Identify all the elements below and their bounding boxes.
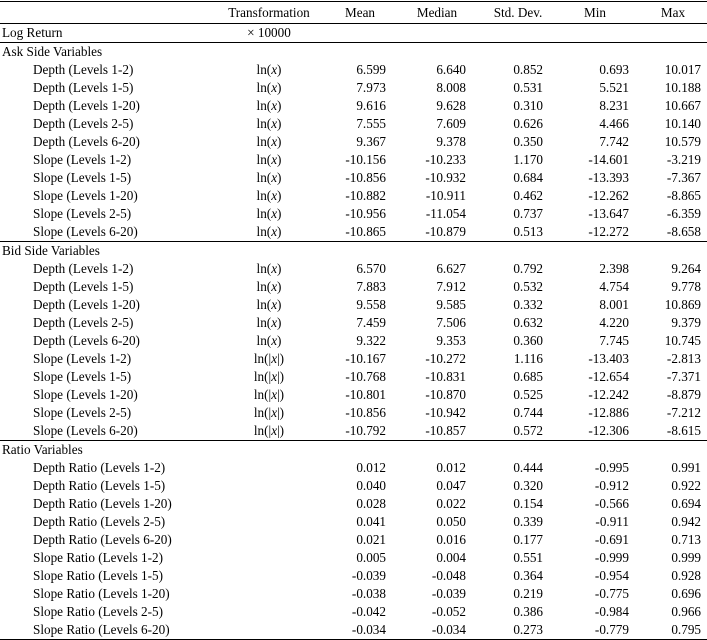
table-row <box>0 404 707 422</box>
mean-cell: -10.768 <box>345 369 386 384</box>
table-body <box>0 42 707 640</box>
median-cell: 6.640 <box>436 62 466 77</box>
std-dev-cell: 0.684 <box>513 170 543 185</box>
table-row <box>0 332 707 350</box>
median-cell: 9.585 <box>436 297 466 312</box>
median-cell: 8.008 <box>436 80 466 95</box>
median-cell: -0.052 <box>431 604 466 619</box>
median-cell: 9.628 <box>436 98 466 113</box>
min-cell: 4.754 <box>599 279 629 294</box>
table-row <box>0 151 707 169</box>
variable-label: Slope Ratio (Levels 1-2) <box>33 550 164 565</box>
min-cell: -0.691 <box>594 532 629 547</box>
mean-cell: -0.039 <box>351 568 386 583</box>
variable-label: Slope (Levels 6-20) <box>33 423 138 438</box>
min-cell: -0.995 <box>594 460 629 475</box>
variable-label: Depth Ratio (Levels 2-5) <box>33 514 166 529</box>
std-dev-cell: 0.219 <box>513 586 543 601</box>
max-cell: -7.371 <box>666 369 701 384</box>
transformation-cell: ln(x) <box>256 188 282 203</box>
mean-cell: 0.012 <box>356 460 386 475</box>
median-cell: 7.609 <box>436 116 466 131</box>
max-cell: 0.999 <box>671 550 701 565</box>
min-cell: -12.242 <box>588 387 629 402</box>
transformation-cell: ln(x) <box>256 315 282 330</box>
transformation-cell: ln(x) <box>256 152 282 167</box>
transformation-cell: ln(x) <box>256 98 282 113</box>
median-cell: 6.627 <box>436 261 466 276</box>
mean-cell: 7.973 <box>356 80 386 95</box>
section-title: Bid Side Variables <box>2 243 100 258</box>
std-dev-cell: 0.744 <box>513 405 543 420</box>
median-cell: -10.233 <box>425 152 466 167</box>
median-cell: 9.353 <box>436 333 466 348</box>
min-cell: -0.984 <box>594 604 629 619</box>
header-median: Median <box>416 5 458 20</box>
mean-cell: 6.599 <box>356 62 386 77</box>
mean-cell: 7.555 <box>356 116 386 131</box>
header-row <box>0 4 707 22</box>
transformation-cell: ln(x) <box>256 224 282 239</box>
std-dev-cell: 0.572 <box>513 423 543 438</box>
max-cell: 0.696 <box>671 586 701 601</box>
max-cell: 0.694 <box>671 496 701 511</box>
std-dev-cell: 0.737 <box>513 206 543 221</box>
median-cell: -0.048 <box>431 568 466 583</box>
max-cell: 10.140 <box>664 116 701 131</box>
max-cell: 10.667 <box>664 98 701 113</box>
std-dev-cell: 0.364 <box>513 568 543 583</box>
table-row <box>0 169 707 187</box>
max-cell: 9.379 <box>671 315 701 330</box>
std-dev-cell: 0.551 <box>513 550 543 565</box>
max-cell: 0.795 <box>671 622 701 637</box>
mean-cell: -10.156 <box>345 152 386 167</box>
log-return-label: Log Return <box>2 25 63 40</box>
table-row <box>0 205 707 223</box>
max-cell: 0.966 <box>671 604 701 619</box>
log-return-row <box>0 24 707 42</box>
table-row <box>0 79 707 97</box>
transformation-cell: ln(|x|) <box>253 351 285 366</box>
variable-label: Slope Ratio (Levels 1-5) <box>33 568 164 583</box>
header-max: Max <box>660 5 686 20</box>
mean-cell: -10.856 <box>345 405 386 420</box>
mean-cell: -10.801 <box>345 387 386 402</box>
variable-label: Slope (Levels 2-5) <box>33 405 132 420</box>
variable-label: Slope Ratio (Levels 6-20) <box>33 622 170 637</box>
min-cell: -12.272 <box>588 224 629 239</box>
min-cell: -12.886 <box>588 405 629 420</box>
std-dev-cell: 0.273 <box>513 622 543 637</box>
table-row <box>0 296 707 314</box>
std-dev-cell: 0.525 <box>513 387 543 402</box>
table-row <box>0 422 707 440</box>
max-cell: 0.922 <box>671 478 701 493</box>
min-cell: -0.779 <box>594 622 629 637</box>
min-cell: -0.775 <box>594 586 629 601</box>
median-cell: 0.012 <box>436 460 466 475</box>
min-cell: -0.999 <box>594 550 629 565</box>
header-min: Min <box>584 5 606 20</box>
min-cell: -14.601 <box>588 152 629 167</box>
transformation-cell: ln(x) <box>256 206 282 221</box>
min-cell: -0.912 <box>594 478 629 493</box>
variable-label: Depth Ratio (Levels 1-20) <box>33 496 172 511</box>
table-row <box>0 223 707 241</box>
median-cell: -10.932 <box>425 170 466 185</box>
variable-label: Slope (Levels 1-2) <box>33 351 132 366</box>
header-transformation: Transformation <box>228 5 310 20</box>
variable-label: Slope (Levels 6-20) <box>33 224 138 239</box>
min-cell: 4.220 <box>599 315 629 330</box>
mean-cell: -0.034 <box>351 622 386 637</box>
transformation-cell: ln(x) <box>256 170 282 185</box>
median-cell: 0.004 <box>436 550 466 565</box>
median-cell: 0.050 <box>436 514 466 529</box>
std-dev-cell: 0.332 <box>513 297 543 312</box>
median-cell: -10.942 <box>425 405 466 420</box>
min-cell: -0.566 <box>594 496 629 511</box>
variable-label: Depth (Levels 6-20) <box>33 134 140 149</box>
min-cell: -12.306 <box>588 423 629 438</box>
min-cell: -13.647 <box>588 206 629 221</box>
mean-cell: -10.167 <box>345 351 386 366</box>
variable-label: Slope (Levels 1-20) <box>33 188 138 203</box>
std-dev-cell: 0.852 <box>513 62 543 77</box>
std-dev-cell: 0.350 <box>513 134 543 149</box>
std-dev-cell: 0.386 <box>513 604 543 619</box>
std-dev-cell: 0.310 <box>513 98 543 113</box>
max-cell: -6.359 <box>666 206 701 221</box>
section-title: Ask Side Variables <box>2 44 103 59</box>
mean-cell: 0.028 <box>356 496 386 511</box>
mean-cell: 7.459 <box>356 315 386 330</box>
min-cell: 0.693 <box>599 62 629 77</box>
max-cell: -8.879 <box>666 387 701 402</box>
table-row <box>0 549 707 567</box>
median-cell: -10.870 <box>425 387 466 402</box>
table-row <box>0 567 707 585</box>
section-heading-row <box>0 43 707 61</box>
table-row <box>0 260 707 278</box>
mean-cell: 9.616 <box>356 98 386 113</box>
std-dev-cell: 0.532 <box>513 279 543 294</box>
variable-label: Depth Ratio (Levels 1-2) <box>33 460 166 475</box>
header-mean: Mean <box>344 5 376 20</box>
table-row <box>0 314 707 332</box>
max-cell: 0.942 <box>671 514 701 529</box>
min-cell: 8.001 <box>599 297 629 312</box>
median-cell: -0.039 <box>431 586 466 601</box>
max-cell: -7.367 <box>666 170 701 185</box>
mean-cell: -10.792 <box>345 423 386 438</box>
max-cell: 10.745 <box>664 333 701 348</box>
max-cell: 10.017 <box>664 62 701 77</box>
variable-label: Depth (Levels 1-20) <box>33 98 140 113</box>
variable-label: Depth (Levels 1-2) <box>33 62 134 77</box>
variable-label: Slope (Levels 1-5) <box>33 369 132 384</box>
std-dev-cell: 0.360 <box>513 333 543 348</box>
max-cell: -8.865 <box>666 188 701 203</box>
mean-cell: -10.865 <box>345 224 386 239</box>
max-cell: -2.813 <box>666 351 701 366</box>
table-row <box>0 97 707 115</box>
min-cell: 7.742 <box>599 134 629 149</box>
std-dev-cell: 0.320 <box>513 478 543 493</box>
mean-cell: -0.042 <box>351 604 386 619</box>
transformation-cell: ln(|x|) <box>253 387 285 402</box>
max-cell: 0.713 <box>671 532 701 547</box>
variable-label: Depth Ratio (Levels 6-20) <box>33 532 172 547</box>
table-row <box>0 603 707 621</box>
variable-label: Depth (Levels 2-5) <box>33 315 134 330</box>
mean-cell: -10.856 <box>345 170 386 185</box>
transformation-cell: ln(x) <box>256 116 282 131</box>
table-row <box>0 350 707 368</box>
top-rule <box>0 1 707 2</box>
median-cell: -0.034 <box>431 622 466 637</box>
max-cell: -3.219 <box>666 152 701 167</box>
variable-label: Depth (Levels 1-5) <box>33 279 134 294</box>
std-dev-cell: 0.177 <box>513 532 543 547</box>
max-cell: 9.264 <box>671 261 701 276</box>
table-row <box>0 513 707 531</box>
std-dev-cell: 0.626 <box>513 116 543 131</box>
median-cell: -10.857 <box>425 423 466 438</box>
std-dev-cell: 1.116 <box>513 351 543 366</box>
transformation-cell: ln(x) <box>256 62 282 77</box>
max-cell: -8.658 <box>666 224 701 239</box>
median-cell: 9.378 <box>436 134 466 149</box>
median-cell: 0.016 <box>436 532 466 547</box>
std-dev-cell: 0.632 <box>513 315 543 330</box>
min-cell: 7.745 <box>599 333 629 348</box>
std-dev-cell: 0.531 <box>513 80 543 95</box>
max-cell: 10.579 <box>664 134 701 149</box>
min-cell: -13.393 <box>588 170 629 185</box>
section-title: Ratio Variables <box>2 442 83 457</box>
table-row <box>0 386 707 404</box>
mean-cell: 0.040 <box>356 478 386 493</box>
std-dev-cell: 1.170 <box>513 152 543 167</box>
median-cell: -10.879 <box>425 224 466 239</box>
variable-label: Slope Ratio (Levels 1-20) <box>33 586 170 601</box>
table-row <box>0 621 707 639</box>
max-cell: 10.188 <box>664 80 701 95</box>
std-dev-cell: 0.685 <box>513 369 543 384</box>
mean-cell: 0.021 <box>356 532 386 547</box>
transformation-cell: ln(x) <box>256 297 282 312</box>
section-heading-row <box>0 441 707 459</box>
min-cell: -0.954 <box>594 568 629 583</box>
variable-label: Slope (Levels 1-5) <box>33 170 132 185</box>
mean-cell: -0.038 <box>351 586 386 601</box>
min-cell: 2.398 <box>599 261 629 276</box>
log-return-transformation: × 10000 <box>247 25 291 40</box>
mean-cell: 9.367 <box>356 134 386 149</box>
transformation-cell: ln(x) <box>256 279 282 294</box>
mean-cell: 9.558 <box>356 297 386 312</box>
transformation-cell: ln(x) <box>256 80 282 95</box>
transformation-cell: ln(|x|) <box>253 369 285 384</box>
mean-cell: 6.570 <box>356 261 386 276</box>
min-cell: 8.231 <box>599 98 629 113</box>
median-cell: 7.912 <box>436 279 466 294</box>
variable-label: Depth Ratio (Levels 1-5) <box>33 478 166 493</box>
mean-cell: -10.882 <box>345 188 386 203</box>
max-cell: 0.928 <box>671 568 701 583</box>
variable-label: Slope Ratio (Levels 2-5) <box>33 604 164 619</box>
header-std-dev: Std. Dev. <box>493 5 543 20</box>
std-dev-cell: 0.513 <box>513 224 543 239</box>
variable-label: Depth (Levels 1-5) <box>33 80 134 95</box>
table-row <box>0 495 707 513</box>
max-cell: 10.869 <box>664 297 701 312</box>
max-cell: 9.778 <box>671 279 701 294</box>
table-row <box>0 531 707 549</box>
transformation-cell: ln(x) <box>256 134 282 149</box>
median-cell: -11.054 <box>425 206 466 221</box>
median-cell: -10.831 <box>425 369 466 384</box>
section-heading-row <box>0 242 707 260</box>
variable-label: Depth (Levels 1-2) <box>33 261 134 276</box>
table-row <box>0 187 707 205</box>
transformation-cell: ln(|x|) <box>253 423 285 438</box>
std-dev-cell: 0.444 <box>513 460 543 475</box>
variable-label: Slope (Levels 2-5) <box>33 206 132 221</box>
mean-cell: 7.883 <box>356 279 386 294</box>
median-cell: -10.272 <box>425 351 466 366</box>
table-row <box>0 368 707 386</box>
median-cell: -10.911 <box>425 188 466 203</box>
transformation-cell: ln(x) <box>256 333 282 348</box>
table-row <box>0 278 707 296</box>
max-cell: -8.615 <box>666 423 701 438</box>
table-row <box>0 585 707 603</box>
max-cell: 0.991 <box>671 460 701 475</box>
std-dev-cell: 0.462 <box>513 188 543 203</box>
min-cell: -13.403 <box>588 351 629 366</box>
min-cell: -12.262 <box>588 188 629 203</box>
median-cell: 7.506 <box>436 315 466 330</box>
mean-cell: 0.041 <box>356 514 386 529</box>
table-row <box>0 133 707 151</box>
variable-label: Depth (Levels 2-5) <box>33 116 134 131</box>
min-cell: -0.911 <box>595 514 629 529</box>
table-row <box>0 61 707 79</box>
std-dev-cell: 0.792 <box>513 261 543 276</box>
mean-cell: 9.322 <box>356 333 386 348</box>
variable-label: Slope (Levels 1-20) <box>33 387 138 402</box>
max-cell: -7.212 <box>666 405 701 420</box>
min-cell: -12.654 <box>588 369 629 384</box>
table-row <box>0 459 707 477</box>
mean-cell: -10.956 <box>345 206 386 221</box>
median-cell: 0.022 <box>436 496 466 511</box>
mean-cell: 0.005 <box>356 550 386 565</box>
min-cell: 5.521 <box>599 80 629 95</box>
table-row <box>0 477 707 495</box>
variable-label: Depth (Levels 1-20) <box>33 297 140 312</box>
table-row <box>0 115 707 133</box>
transformation-cell: ln(x) <box>256 261 282 276</box>
transformation-cell: ln(|x|) <box>253 405 285 420</box>
variable-label: Depth (Levels 6-20) <box>33 333 140 348</box>
std-dev-cell: 0.339 <box>513 514 543 529</box>
variable-label: Slope (Levels 1-2) <box>33 152 132 167</box>
min-cell: 4.466 <box>599 116 629 131</box>
median-cell: 0.047 <box>436 478 466 493</box>
std-dev-cell: 0.154 <box>513 496 543 511</box>
